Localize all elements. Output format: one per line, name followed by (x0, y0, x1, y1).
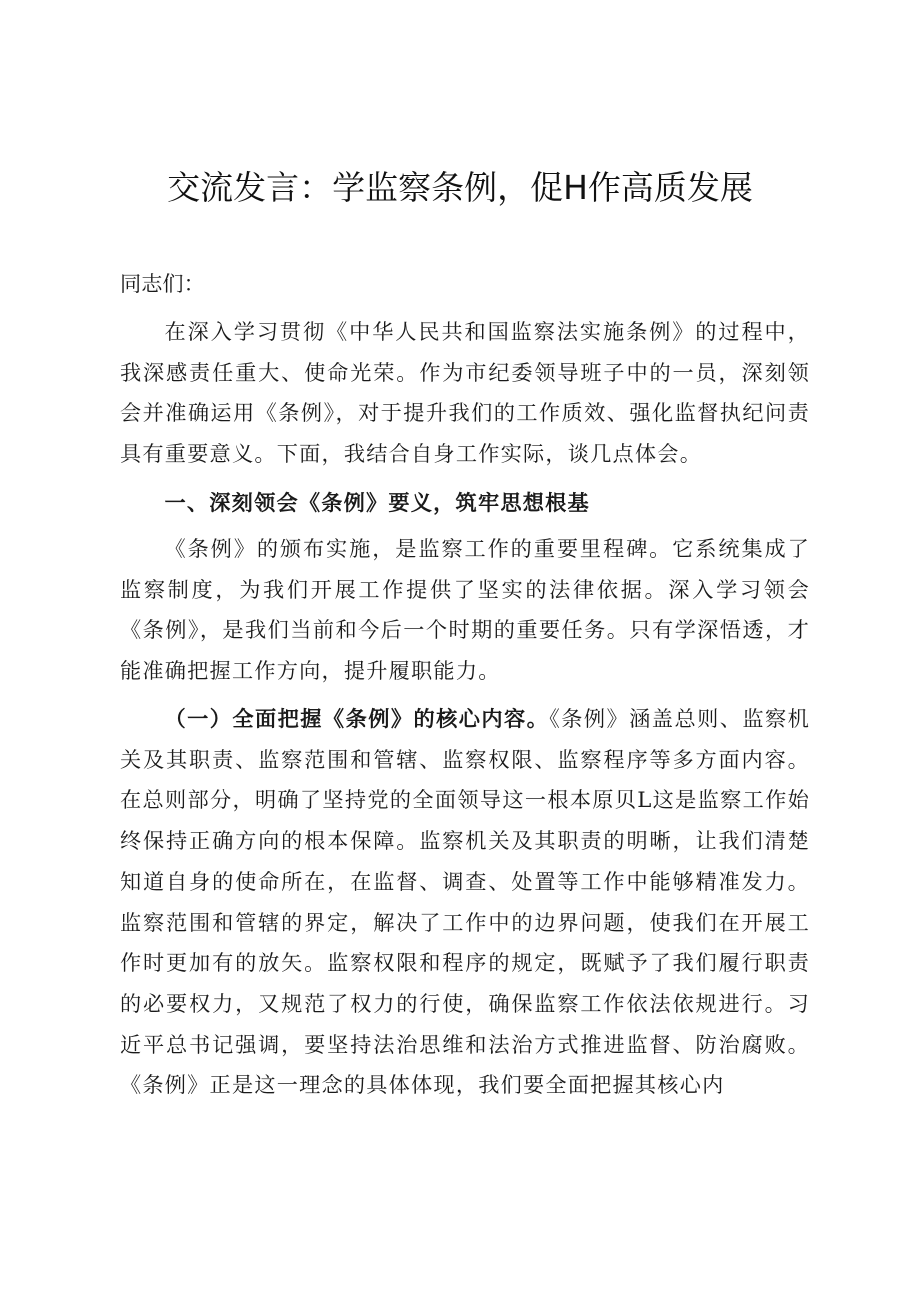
subsection-1-body: 《条例》涵盖总则、监察机关及其职责、监察范围和管辖、监察权限、监察程序等多方面内容。在总则部分，明确了坚持党的全面领导这一根本原贝L这是监察工作始终保持正确方向的根本保障。监察机关及其职责的明晰，让我们清楚知道自身的使命所在，在监督、调查、处置等工作中能够精准发力。监察范围和管辖的界定，解决了工作中的边界问题，使我们在开展工作时更加有的放矢。监察权限和程序的规定，既赋予了我们履行职责的必要权力，又规范了权力的行使，确保监察工作依法依规进行。习近平总书记强调，要坚持法治思维和法治方式推进监督、防治腐败。《条例》正是这一理念的具体体现，我们要全面把握其核心内 (120, 706, 810, 1098)
section-1-paragraph: 《条例》的颁布实施，是监察工作的重要里程碑。它系统集成了监察制度，为我们开展工作提供了坚实的法律依据。深入学习领会《条例》，是我们当前和今后一个时期的重要任务。只有学深悟透，才能准确把握工作方向，提升履职能力。 (120, 536, 810, 684)
subsection-1-paragraph (120, 699, 810, 1106)
section-heading-1: 一、深刻领会《条例》要义，筑牢思想根基 (164, 490, 590, 515)
subsection-1-lead: （一）全面把握《条例》的核心内容。 (164, 706, 550, 731)
intro-paragraph: 在深入学习贯彻《中华人民共和国监察法实施条例》的过程中，我深感责任重大、使命光荣。作为市纪委领导班子中的一员，深刻领会并准确运用《条例》，对于提升我们的工作质效、强化监督执纪问责具有重要意义。下面，我结合自身工作实际，谈几点体会。 (120, 319, 810, 467)
document-title: 交流发言：学监察条例，促H作高质发展 (167, 168, 753, 207)
salutation: 同志们： (120, 271, 205, 296)
